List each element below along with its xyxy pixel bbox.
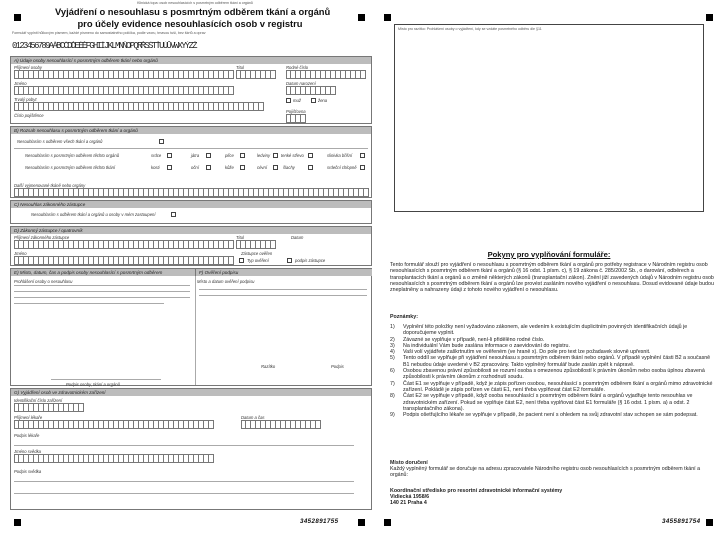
note-number: 1) — [390, 324, 395, 330]
divider — [14, 445, 354, 446]
stamp-label: Razítko — [261, 364, 276, 369]
representative-refusal-label: Nesouhlasím s odběrem tkání a orgánů u osoby v mém zastoupení — [31, 212, 156, 217]
note-number: 6) — [390, 368, 395, 375]
rep-verified-checkbox[interactable] — [239, 258, 244, 263]
note-number: 7) — [390, 380, 395, 387]
divider — [199, 289, 367, 290]
note-text: Část E1 se vyplňuje v případě, když je zápis pořízen osobou, nesouhlasící s posmrtným odběrem tkání a orgánů mimo zdravotnické zařízení. Pokládě je zápis pořízen ve části E1, není třeba vyplňovat část E2 formuláře. — [403, 380, 713, 393]
section-e-title: E) Místo, datum, čas a podpis osoby nesouhlasící s posmrtným odběrem — [11, 269, 196, 276]
section-f-title: F) Ověření podpisu — [196, 269, 372, 276]
note-item — [390, 412, 716, 418]
tissue-tendon-label: šlachy — [283, 165, 295, 170]
registration-mark — [384, 519, 391, 526]
birth-number-field[interactable] — [286, 70, 366, 79]
residence-field[interactable] — [14, 102, 264, 111]
rep-title-label: Titul — [236, 235, 244, 240]
insurer-field[interactable] — [286, 114, 306, 123]
note-text: Vaši volí vyjádřete zaškrtnutím ve ověřeném (ve hraně x). Do pole pro text lze požadavek slovně upřesnit. — [403, 349, 651, 356]
organ-heart-label: srdce — [151, 153, 162, 158]
rep-signature-label: podpis zástupce — [295, 258, 326, 263]
signature-line[interactable] — [51, 379, 161, 380]
note-item — [390, 381, 716, 394]
surname-label: Příjmení osoby — [14, 65, 42, 70]
tissues-label: Nesouhlasím s posmrtným odběrem těchto tkání — [25, 165, 116, 170]
divider — [199, 295, 367, 296]
verification-place-label: Místo a datum ověření podpisu — [197, 279, 255, 284]
registration-mark — [706, 14, 713, 21]
instruction-note: Formulář vyplnit hůlkovým písmem, každé písmeno do samostatného políčka, podle vzoru, tmavou tuší, bez škrtů a oprav — [12, 31, 206, 35]
note-number: 2) — [390, 336, 395, 343]
witness-name-field[interactable] — [14, 454, 214, 463]
doctor-surname-label: Příjmení lékaře — [14, 415, 43, 420]
note-number: 8) — [390, 393, 395, 400]
facility-id-field[interactable] — [14, 403, 84, 412]
form-title-line2: pro účely evidence nesouhlasících osob v registru — [77, 18, 303, 29]
title-label: Titul — [236, 65, 244, 70]
declaration-lines — [14, 285, 190, 309]
rep-first-name-label: Jméno — [14, 251, 27, 256]
section-d-representative — [10, 226, 372, 266]
section-g-facility — [10, 388, 372, 510]
organ-kidneys-label: ledviny — [257, 153, 271, 158]
divider — [195, 276, 196, 385]
registration-mark — [14, 519, 21, 526]
note-text: Vyplnění této položky není vyžadováno zákonem, ale vedením k existujícím duplicitním povinných identifikačních údajů je doporučujeme vyplnit. — [403, 324, 688, 337]
section-c-title: C) Nesouhlas zákonného zástupce — [11, 201, 371, 208]
tissue-skin-checkbox[interactable] — [240, 165, 245, 170]
person-signature-label: Podpis osoby, tkání a orgánů — [66, 382, 120, 387]
declaration-label: Prohlášení osoby o nesouhlasu — [14, 279, 73, 284]
male-checkbox[interactable] — [286, 98, 291, 103]
stamp-area-label: Místo pro razítko: Prohlášení osoby o vyjádření, kdy se vzdáte posmrtného odběru dle §11 — [398, 27, 542, 31]
note-item — [390, 324, 716, 337]
tissue-skin-label: kůže — [225, 165, 234, 170]
organ-liver-label: játra — [191, 153, 200, 158]
all-refusal-label: Nesouhlasím s odběrem všech tkání a orgánů — [17, 139, 103, 144]
form-id-right: 3455891754 — [662, 518, 701, 525]
female-label: žena — [318, 98, 328, 103]
male-label: muž — [293, 98, 301, 103]
rep-title-field[interactable] — [236, 240, 276, 249]
address-line-2: Vidiecká 1958/6 — [390, 494, 430, 500]
divider — [14, 493, 354, 494]
section-b-title: B) Rozsah nesouhlasu s posmrtným odběrem tkání a orgánů — [11, 127, 371, 134]
organ-intestine-checkbox[interactable] — [308, 153, 313, 158]
rep-verification-type-label: Typ ověření — [247, 258, 269, 263]
verifier-signature-label: Podpis — [331, 364, 344, 369]
organs-label: Nesouhlasím s posmrtným odběrem těchto orgánů — [25, 153, 120, 158]
datetime-label: Datum a čas — [241, 415, 265, 420]
note-number: 5) — [390, 355, 395, 362]
note-item — [390, 368, 716, 381]
section-c-representative-refusal — [10, 200, 372, 224]
doctor-surname-field[interactable] — [14, 420, 214, 429]
title-field[interactable] — [236, 70, 276, 79]
rep-surname-label: Příjmení zákonného zástupce — [14, 235, 70, 240]
rep-verified-label: Zástupce ověřen — [241, 251, 273, 256]
note-number: 3) — [390, 342, 395, 349]
address-line-1: Koordinační středisko pro resortní zdravotnické informační systémy — [390, 488, 563, 494]
address-line-3: 140 21 Praha 4 — [390, 500, 427, 506]
delivery-heading: Místo doručení — [390, 460, 428, 466]
notes-list — [390, 324, 716, 418]
sample-characters: 0123456789AÁBCČDĎEÉĚFGHIÍJKLMNŇOPQRŘSŠTŤUÚŮVWXYÝZŽ — [12, 41, 196, 51]
other-organs-field[interactable] — [14, 188, 369, 197]
tissue-vessel-label: cévní — [257, 165, 268, 170]
witness-signature-label: Podpis svědka — [14, 469, 42, 474]
form-title-line1: Vyjádření o nesouhlasu s posmrtným odběrem tkání a orgánů — [55, 6, 331, 17]
tissue-eye-label: oční — [191, 165, 199, 170]
rep-date-label: Datum — [291, 235, 304, 240]
surname-field[interactable] — [14, 70, 234, 79]
note-text: Na individuální Vám bude zaslána informace o zaevidování do registru. — [403, 342, 570, 349]
note-number: 9) — [390, 412, 395, 419]
all-refusal-checkbox[interactable] — [159, 139, 164, 144]
birth-date-field[interactable] — [286, 86, 336, 95]
tissue-tendon-checkbox[interactable] — [308, 165, 313, 170]
instructions-page — [384, 0, 720, 540]
datetime-field[interactable] — [241, 420, 321, 429]
note-text: Podpis ošetřujícího lékaře se vyplňuje v případě, že pacient není s ohledem na svůj zdravotní stav schopen se sám podepsat. — [403, 412, 698, 419]
rep-signature-checkbox[interactable] — [287, 258, 292, 263]
organ-liver-checkbox[interactable] — [206, 153, 211, 158]
registration-mark — [358, 519, 365, 526]
instructions-heading: Pokyny pro vyplňování formuláře: — [487, 250, 611, 259]
insurance-number-label: Číslo pojištěnce — [14, 113, 44, 118]
delivery-text: Každý vyplněný formulář se doručuje na adresu zpracovatele Národního registru osob nesouhlasících s posmrtným odběrem tkání a orgánů: — [390, 466, 701, 479]
section-a-person — [10, 56, 372, 124]
first-name-field[interactable] — [14, 86, 234, 95]
note-text: Osobou zbavenou právní způsobilosti se rozumí osoba s omezenou způsobilostí k právním úkonům nebo osoba úplnou zbavená způsobilosti k právním úkonům z rozhodnutí soudu. — [403, 368, 705, 381]
tissue-vessel-checkbox[interactable] — [273, 165, 278, 170]
note-number: 4) — [390, 349, 395, 356]
other-organs-label: Další vyjmenované tkáně nebo orgány — [14, 183, 86, 188]
note-item — [390, 393, 716, 412]
organ-pancreas-checkbox[interactable] — [360, 153, 365, 158]
residence-label: Trvalý pobyt — [14, 97, 37, 102]
representative-refusal-checkbox[interactable] — [171, 212, 176, 217]
top-note: Klinická topa: osob nesouhlasících s posmrtným odběrem tkání a orgánů — [137, 1, 253, 5]
female-checkbox[interactable] — [311, 98, 316, 103]
form-id-left: 3452891755 — [300, 518, 339, 525]
organ-pancreas-label: slinivka břišní — [327, 153, 353, 158]
note-text: Část E2 se vyplňuje v případě, když osoba nesouhlasící s posmrtným odběrem tkání a orgánů vyjadřuje tento nesouhlas ve zdravotnickém zařízení. Pokud se vyplňuje část E2, není třeba vyplňovat část E1 formuláře (§ 16 odst. 1 písm. a) a odst. 2 transplantačního zákona). — [403, 393, 693, 412]
note-text: Závazné se vyplňuje v případě, není-li přidělěno rodné číslo. — [403, 336, 545, 343]
tissue-bone-label: kosti — [151, 165, 160, 170]
facility-id-label: Identifikační číslo zařízení — [14, 398, 63, 403]
registration-mark — [358, 14, 365, 21]
organ-intestine-label: tenké střevo — [281, 153, 304, 158]
tissue-eye-checkbox[interactable] — [206, 165, 211, 170]
section-e-signature — [10, 268, 372, 386]
registration-mark — [706, 519, 713, 526]
tissue-bone-checkbox[interactable] — [167, 165, 172, 170]
note-text: Tento oddíl se vyplňuje při vyjádření nesouhlasu s posmrtným odběrem tkání nebo orgánů. V případě vyplnění části B2 a současně B1 nebudou údaje uvedené v B2 zpracovány. Takto vyplněný formulář bude zaslán zpět k nápravě. — [403, 355, 711, 368]
note-item — [390, 355, 716, 368]
registration-mark — [14, 14, 21, 21]
organ-lungs-checkbox[interactable] — [240, 153, 245, 158]
instructions-intro: Tento formulář slouží pro vyjádření o nesouhlasu s posmrtným odběrem tkání a orgánů pro potřeby registrace v Národním registru osob nesouhlasících s posmrtným odběrem tkání a orgánů (§ 16 odst. 1 písm. c), § 19 zákona č. 285/2002 Sb., o darování, odběrech a transplantacích tkání a orgánů a o změně některých zákonů (transplantační zákon). Znění jiží zavedených údajů v Národním registru osob nesouhlasících s posmrtným odběrem tkání a orgánů lze provést zasláním nového vyjádření o nesouhlasu. Dosud evidované údaje budou zneplatněny a nahrazeny údaji z tohoto nového vyjádření o nesouhlasu. — [390, 262, 714, 294]
birth-number-label: Rodné číslo — [286, 65, 309, 70]
section-g-title: G) Vyjádření osob ve zdravotnickém zařízení — [11, 389, 371, 396]
tissue-valves-label: srdeční chlopně — [327, 165, 357, 170]
stamp-area[interactable] — [394, 24, 704, 212]
tissue-valves-checkbox[interactable] — [360, 165, 365, 170]
notes-heading: Poznámky: — [390, 314, 418, 320]
witness-name-label: Jméno svědka — [14, 449, 41, 454]
organ-lungs-label: plíce — [225, 153, 234, 158]
section-b-scope — [10, 126, 372, 198]
section-f-header — [195, 269, 372, 276]
section-d-title: D) Zákonný zástupce / opatrovník — [11, 227, 371, 234]
doctor-signature-label: Podpis lékaře — [14, 433, 40, 438]
insurer-label: Pojišťovna — [286, 109, 306, 114]
organ-heart-checkbox[interactable] — [167, 153, 172, 158]
rep-first-name-field[interactable] — [14, 256, 234, 265]
section-a-title: A) Údaje osoby nesouhlasící s posmrtným odběrem tkání nebo orgánů — [11, 57, 371, 64]
registration-mark — [384, 14, 391, 21]
birth-date-label: Datum narození — [286, 81, 316, 86]
divider — [14, 481, 354, 482]
divider — [14, 148, 368, 149]
organ-kidneys-checkbox[interactable] — [273, 153, 278, 158]
rep-surname-field[interactable] — [14, 240, 234, 249]
first-name-label: Jméno — [14, 81, 27, 86]
